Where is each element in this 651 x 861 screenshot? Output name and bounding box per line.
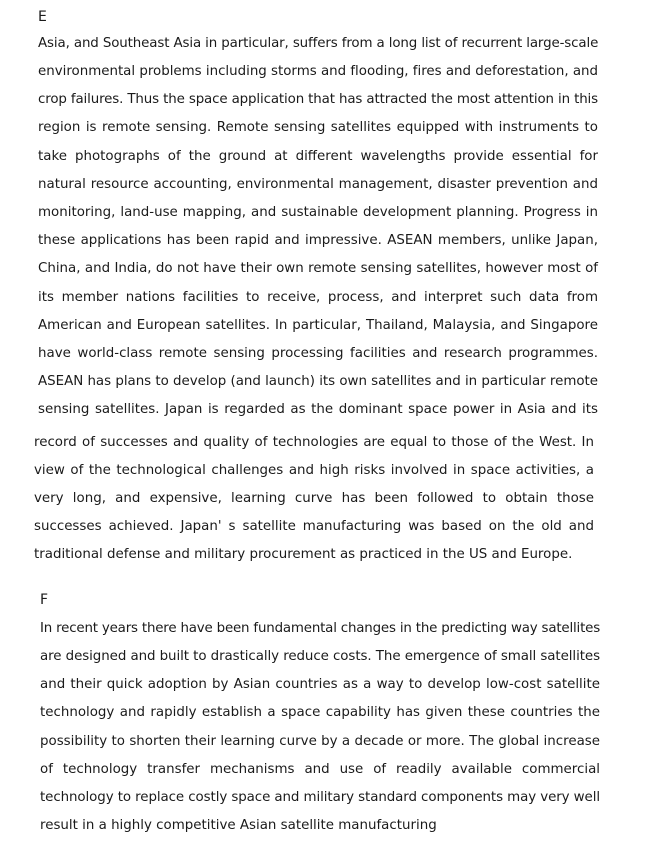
paragraph-e-line-2: environmental problems including storms and flooding, fires and deforestation, and	[38, 64, 598, 79]
paragraph-e-line-13: ASEAN has plans to develop (and launch) its own satellites and in particular remote	[38, 374, 599, 389]
paragraph-e-line-18: successes achieved. Japan' s satellite manufacturing was based on the old and	[34, 519, 594, 534]
paragraph-f-line-1: In recent years there have been fundamental changes in the predicting way satellites	[40, 621, 600, 636]
section-letter-e: E	[38, 9, 47, 25]
paragraph-e-line-10: its member nations facilities to receive, process, and interpret such data from	[38, 290, 598, 305]
paragraph-e-line-4: region is remote sensing. Remote sensing satellites equipped with instruments to	[38, 120, 598, 135]
paragraph-f-line-8: result in a highly competitive Asian satellite manufacturing	[40, 818, 437, 833]
paragraph-e-line-12: have world-class remote sensing processing facilities and research programmes.	[38, 346, 598, 361]
paragraph-e-line-14: sensing satellites. Japan is regarded as the dominant space power in Asia and its	[38, 402, 598, 417]
paragraph-e-line-19: traditional defense and military procurement as practiced in the US and Europe.	[34, 547, 573, 562]
paragraph-f-line-4: technology and rapidly establish a space capability has given these countries the	[40, 705, 600, 720]
paragraph-e-line-6: natural resource accounting, environmental management, disaster prevention and	[38, 177, 598, 192]
paragraph-f-line-5: possibility to shorten their learning curve by a decade or more. The global increase	[40, 734, 600, 749]
paragraph-e-line-9: China, and India, do not have their own remote sensing satellites, however most of	[38, 261, 598, 276]
paragraph-e-line-17: very long, and expensive, learning curve has been followed to obtain those	[34, 491, 594, 506]
paragraph-e-line-5: take photographs of the ground at different wavelengths provide essential for	[38, 149, 598, 164]
paragraph-e-line-11: American and European satellites. In particular, Thailand, Malaysia, and Singapore	[38, 318, 598, 333]
paragraph-e-line-7: monitoring, land-use mapping, and sustainable development planning. Progress in	[38, 205, 598, 220]
paragraph-e-line-16: view of the technological challenges and high risks involved in space activities, a	[34, 463, 594, 478]
paragraph-e-line-15: record of successes and quality of technologies are equal to those of the West. In	[34, 435, 594, 450]
paragraph-e-line-3: crop failures. Thus the space application that has attracted the most attention in this	[38, 92, 598, 107]
paragraph-f-line-3: and their quick adoption by Asian countries as a way to develop low-cost satellite	[40, 677, 600, 692]
paragraph-f-line-6: of technology transfer mechanisms and use of readily available commercial	[40, 762, 600, 777]
paragraph-e-line-1: Asia, and Southeast Asia in particular, suffers from a long list of recurrent large-scale	[38, 36, 599, 51]
paragraph-e-line-8: these applications has been rapid and impressive. ASEAN members, unlike Japan,	[38, 233, 598, 248]
section-letter-f: F	[40, 592, 49, 608]
paragraph-f-line-7: technology to replace costly space and military standard components may very well	[40, 790, 600, 805]
paragraph-f-line-2: are designed and built to drastically reduce costs. The emergence of small satellites	[40, 649, 600, 664]
